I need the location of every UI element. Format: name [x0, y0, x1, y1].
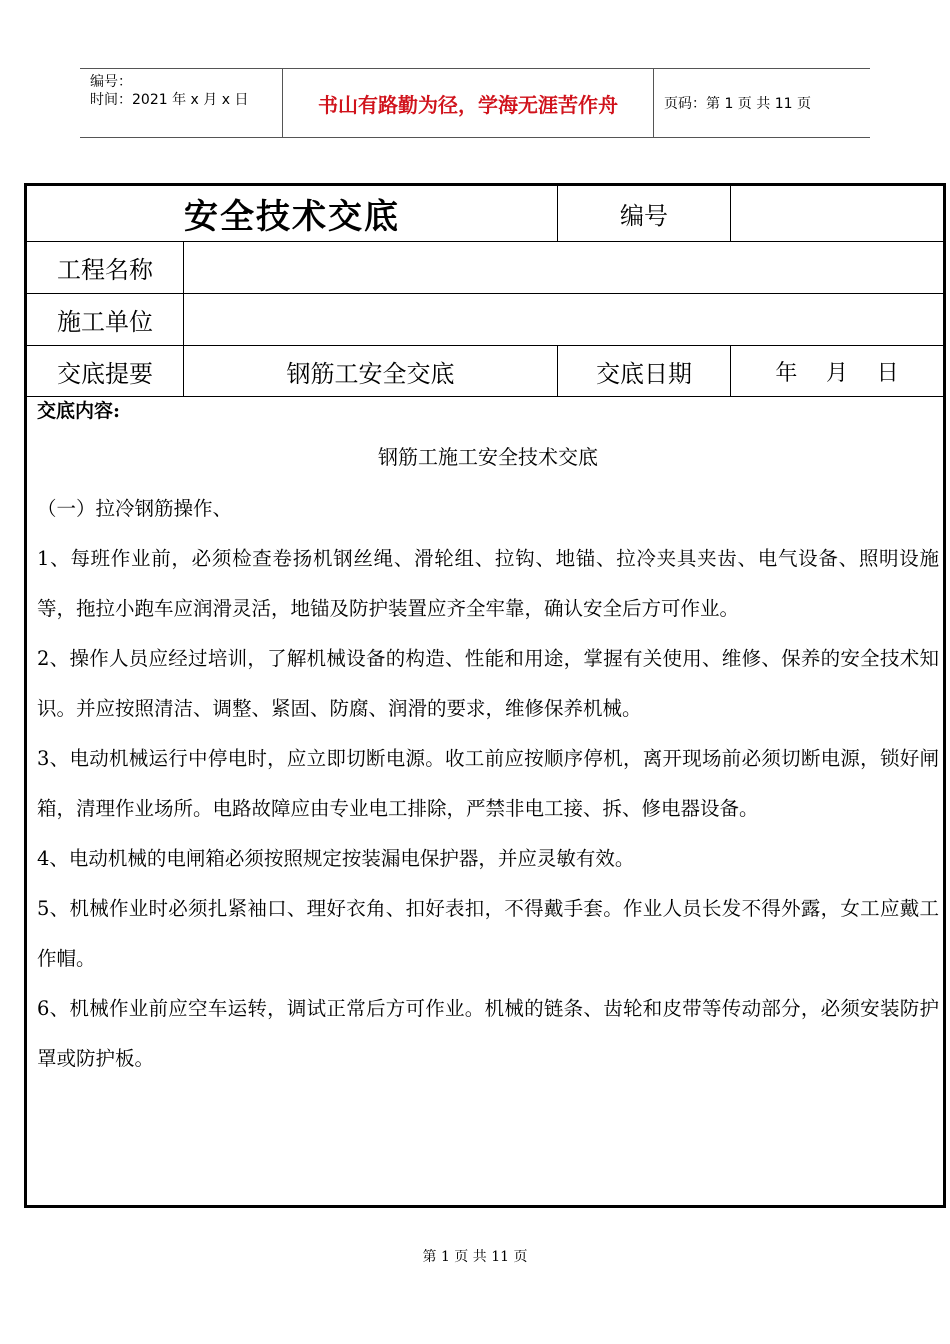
header-motto: 书山有路勤为径，学海无涯苦作舟 — [282, 69, 654, 137]
header-meta — [80, 69, 282, 137]
content-doc-title: 钢筋工施工安全技术交底 — [378, 445, 598, 469]
form-title-row — [27, 186, 943, 242]
content-paragraph: 3、电动机械运行中停电时，应立即切断电源。收工前应按顺序停机，离开现场前必须切断电源，锁好闸箱，清理作业场所。电路故障应由专业电工排除，严禁非电工接、拆、修电器设备。 — [37, 747, 939, 820]
content-paragraph: 5、机械作业时必须扎紧袖口、理好衣角、扣好表扣，不得戴手套。作业人员长发不得外露，女工应戴工作帽。 — [37, 897, 939, 970]
header-page-info: 页码：第 1 页 共 11 页 — [664, 96, 811, 112]
construction-unit-label: 施工单位 — [57, 308, 153, 336]
number-label: 编号 — [557, 186, 730, 241]
summary-row — [27, 346, 943, 397]
date-year: 年 — [775, 360, 798, 386]
summary-value: 钢筋工安全交底 — [183, 346, 557, 396]
date-day: 日 — [876, 360, 899, 386]
project-name-value — [183, 242, 943, 293]
content-label: 交底内容: — [37, 400, 121, 422]
header-time-label: 时间：2021 年 x 月 x 日 — [90, 92, 249, 108]
briefing-content — [37, 396, 939, 1084]
content-paragraph: 4、电动机械的电闸箱必须按照规定按装漏电保护器，并应灵敏有效。 — [37, 847, 635, 870]
header-number-label: 编号： — [90, 74, 132, 90]
construction-unit-row — [27, 294, 943, 346]
content-paragraph: 6、机械作业前应空车运转，调试正常后方可作业。机械的链条、齿轮和皮带等传动部分，必须安装防护罩或防护板。 — [37, 997, 939, 1070]
date-month: 月 — [825, 360, 848, 386]
project-name-label: 工程名称 — [57, 256, 153, 284]
content-paragraph: 1、每班作业前，必须检查卷扬机钢丝绳、滑轮组、拉钩、地锚、拉冷夹具夹齿、电气设备、照明设施等，拖拉小跑车应润滑灵活，地锚及防护装置应齐全牢靠，确认安全后方可作业。 — [37, 547, 939, 620]
safety-briefing-form — [24, 183, 946, 1208]
content-paragraph: （一）拉冷钢筋操作、 — [37, 497, 233, 520]
summary-label: 交底提要 — [57, 359, 153, 388]
page-header — [80, 68, 870, 138]
date-value — [730, 346, 943, 396]
construction-unit-value — [183, 294, 943, 345]
number-value — [730, 186, 943, 241]
project-name-row — [27, 242, 943, 294]
page-footer: 第 1 页 共 11 页 — [422, 1249, 528, 1265]
date-label: 交底日期 — [557, 346, 730, 396]
content-paragraph: 2、操作人员应经过培训，了解机械设备的构造、性能和用途，掌握有关使用、维修、保养的安全技术知识。并应按照清洁、调整、紧固、防腐、润滑的要求，维修保养机械。 — [37, 647, 939, 720]
form-title: 安全技术交底 — [184, 197, 400, 237]
